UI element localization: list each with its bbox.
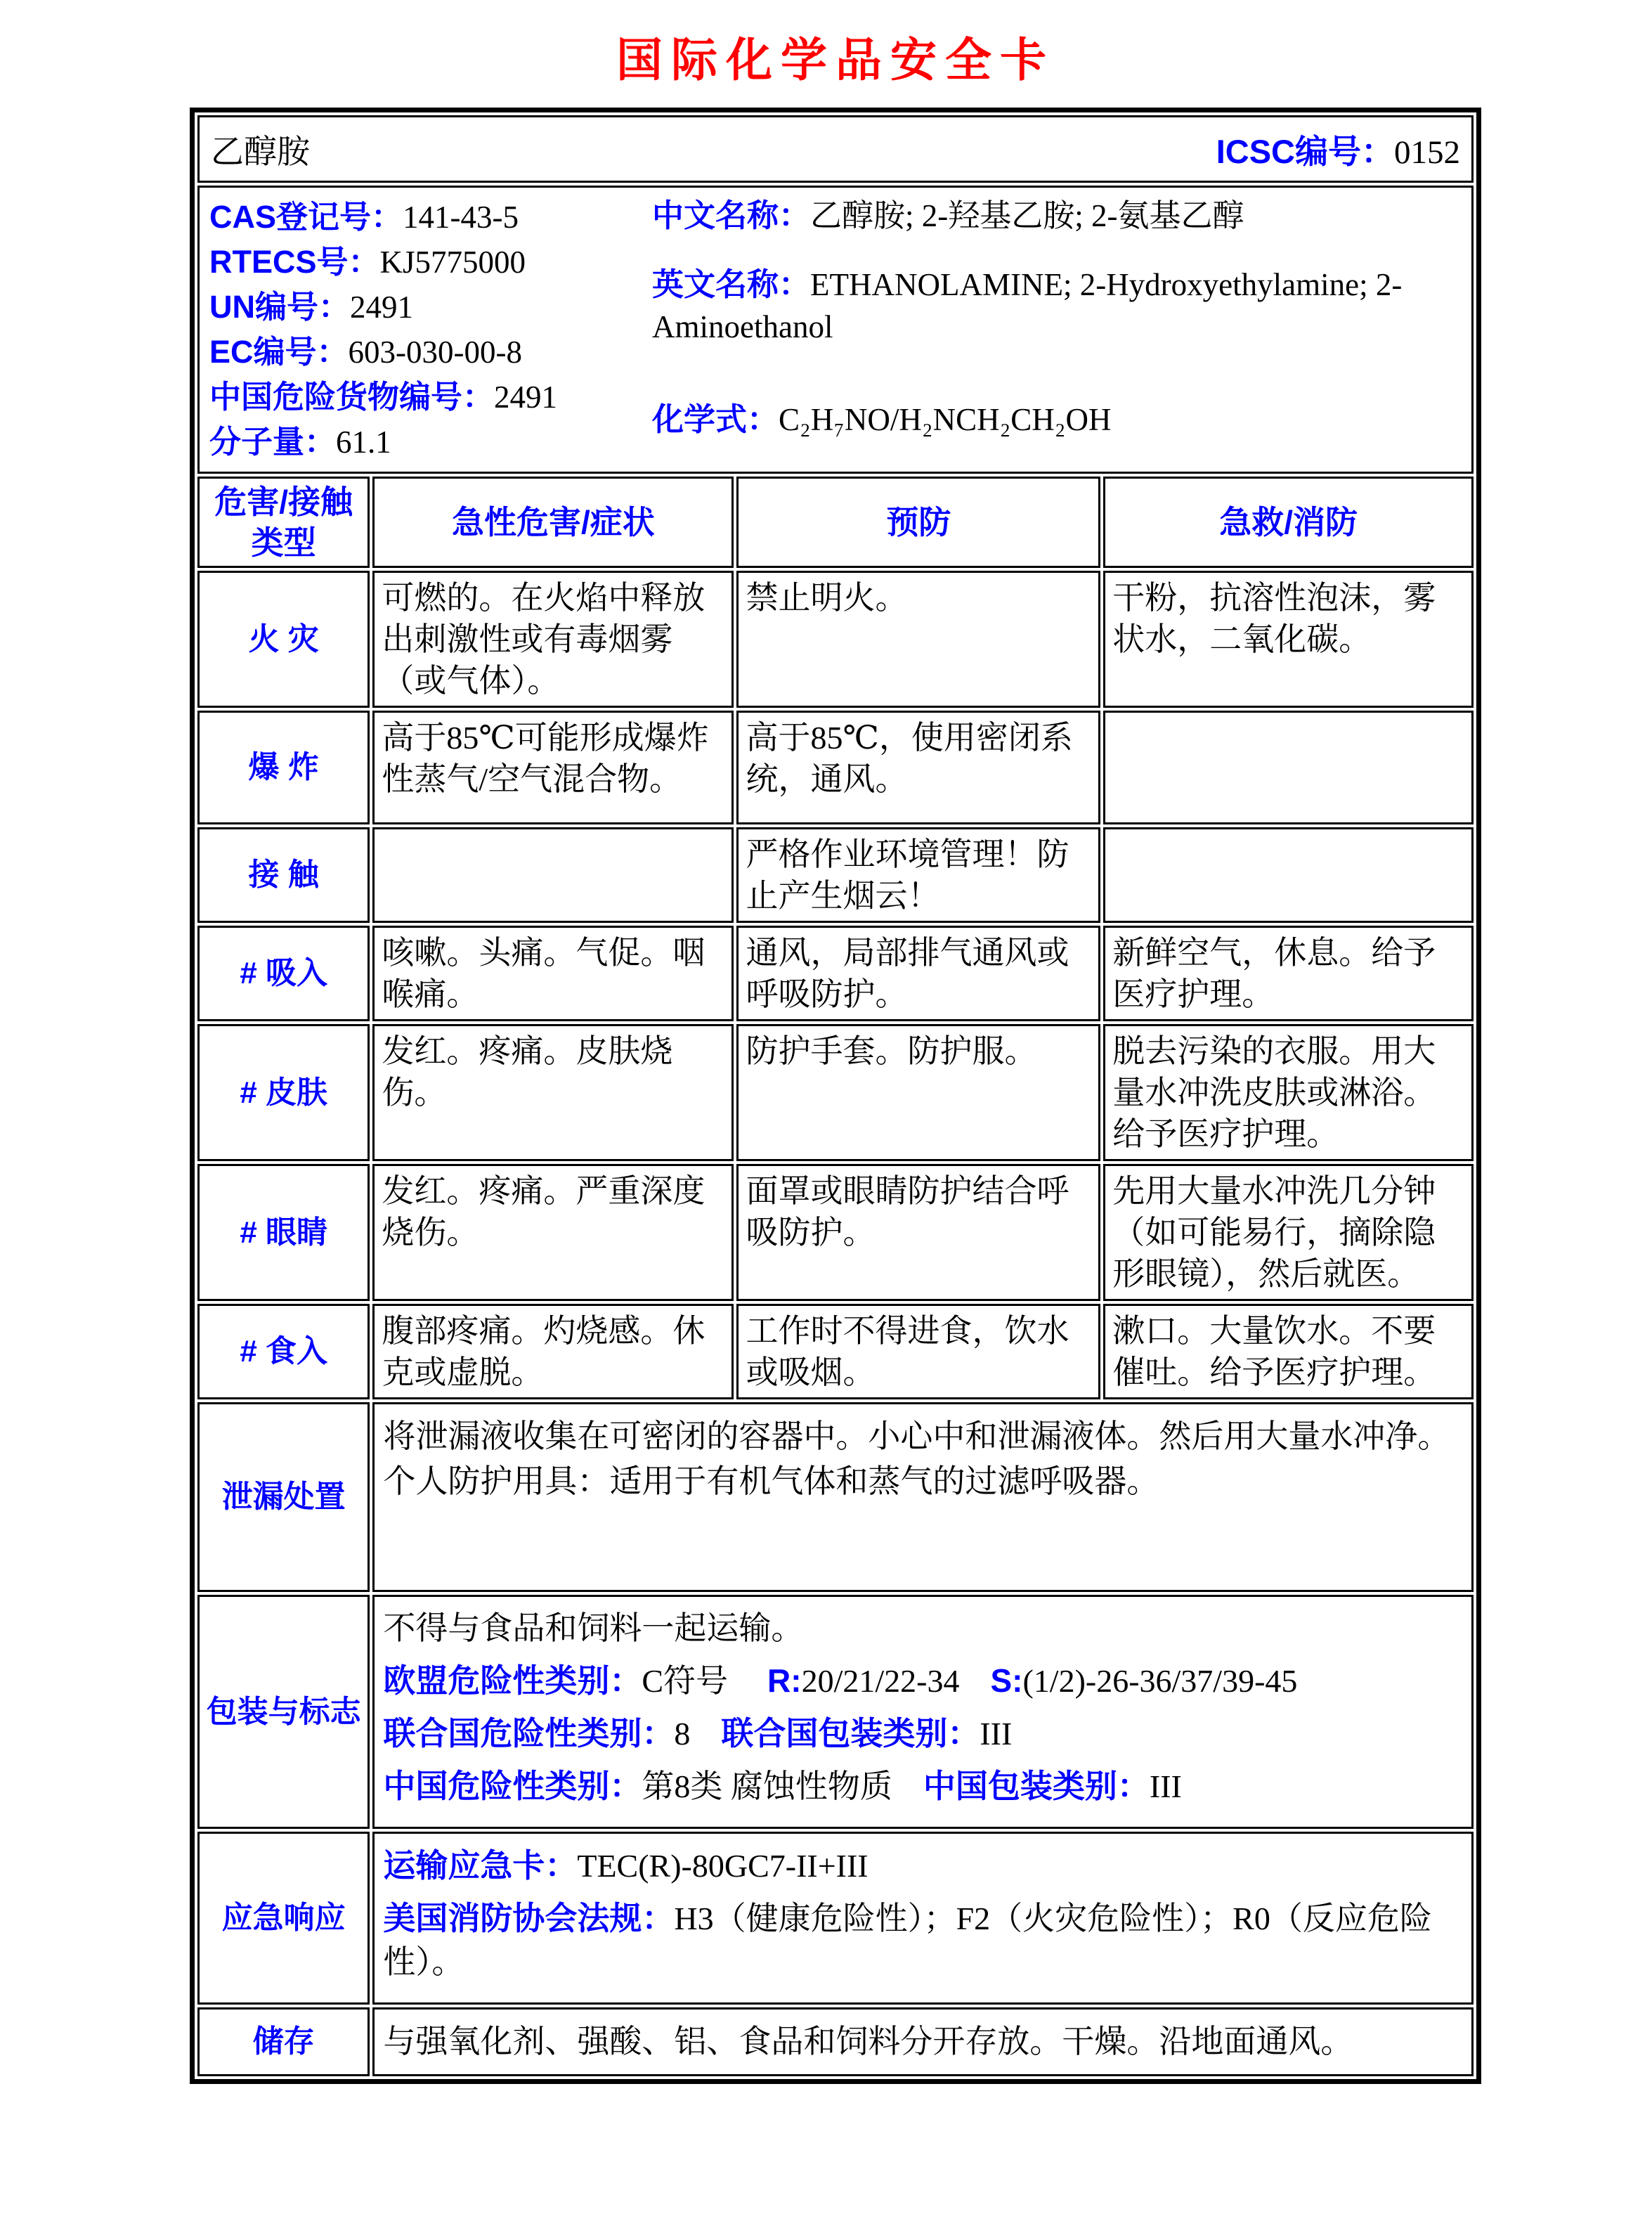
header-symptoms: 急性危害/症状	[372, 477, 734, 568]
row-ingestion	[197, 1304, 1474, 1399]
packaging-transport-note: 不得与食品和饲料一起运输。	[383, 1610, 804, 1646]
rtecs-label: RTECS号：	[209, 244, 380, 280]
row-fire	[197, 571, 1474, 708]
icsc-card-table	[195, 112, 1476, 2079]
un-class-label: 联合国危险性类别：	[383, 1715, 675, 1752]
packaging-cn-line	[383, 1764, 1463, 1808]
skin-type-label: # 皮肤	[197, 1024, 370, 1161]
cas-value: 141-43-5	[403, 200, 519, 235]
nfpa-line	[383, 1896, 1463, 1984]
row-packaging	[197, 1595, 1474, 1829]
r-phrases-value: 20/21/22-34	[801, 1663, 960, 1699]
molweight-label: 分子量：	[209, 424, 337, 460]
un-class-value: 8	[674, 1716, 691, 1752]
chinese-name-label: 中文名称：	[652, 198, 811, 233]
contact-firstaid	[1103, 827, 1474, 923]
identifier-molweight	[209, 420, 652, 465]
english-name-line	[652, 264, 1462, 348]
un-pack-value: III	[980, 1716, 1013, 1752]
un-label: UN编号：	[209, 289, 350, 325]
un-value: 2491	[350, 290, 413, 325]
eyes-symptoms: 发红。疼痛。严重深度烧伤。	[372, 1164, 734, 1301]
ingestion-prevention: 工作时不得进食，饮水或吸烟。	[736, 1304, 1100, 1399]
tec-value: TEC(R)-80GC7-II+III	[577, 1848, 869, 1884]
s-phrases-label: S:	[990, 1662, 1023, 1699]
explosion-prevention: 高于85℃，使用密闭系统，通风。	[736, 711, 1100, 824]
tec-line	[383, 1844, 1463, 1888]
cn-class-label: 中国危险性类别：	[383, 1768, 642, 1804]
identifier-rtecs	[209, 240, 652, 285]
ec-value: 603-030-00-8	[348, 335, 522, 370]
card-header-cell	[197, 115, 1474, 183]
english-name-label: 英文名称：	[652, 266, 811, 302]
card-header-row	[197, 115, 1474, 183]
eu-class-label: 欧盟危险性类别：	[383, 1662, 642, 1699]
fire-symptoms: 可燃的。在火焰中释放出刺激性或有毒烟雾（或气体）。	[372, 571, 734, 708]
chinese-name-line	[652, 195, 1462, 237]
formula-line	[652, 399, 1462, 441]
cn-class-value: 第8类 腐蚀性物质	[642, 1768, 892, 1804]
tec-label: 运输应急卡：	[383, 1847, 578, 1884]
name-list	[652, 195, 1462, 465]
eyes-type-label: # 眼睛	[197, 1164, 370, 1301]
fire-type-label: 火 灾	[197, 571, 370, 708]
icsc-number-value: 0152	[1394, 134, 1460, 171]
identifier-cas	[209, 195, 652, 240]
substance-name: 乙醇胺	[211, 134, 310, 171]
row-inhalation	[197, 926, 1474, 1021]
row-contact	[197, 827, 1474, 923]
inhalation-symptoms: 咳嗽。头痛。气促。咽喉痛。	[372, 926, 734, 1021]
spill-label: 泄漏处置	[197, 1402, 370, 1592]
ingestion-firstaid: 漱口。大量饮水。不要催吐。给予医疗护理。	[1103, 1304, 1474, 1399]
identifier-list	[209, 195, 652, 465]
explosion-firstaid	[1103, 711, 1474, 824]
identifier-ec	[209, 330, 652, 375]
header-prevention: 预防	[736, 477, 1100, 568]
fire-prevention: 禁止明火。	[736, 571, 1100, 708]
icsc-number-label: ICSC编号：	[1216, 132, 1394, 170]
skin-firstaid: 脱去污染的衣服。用大量水冲洗皮肤或淋浴。给予医疗护理。	[1103, 1024, 1474, 1161]
contact-symptoms	[372, 827, 734, 923]
eu-class-value: C符号	[642, 1663, 729, 1699]
contact-prevention: 严格作业环境管理！防止产生烟云！	[736, 827, 1100, 923]
ingestion-type-label: # 食入	[197, 1304, 370, 1399]
identifier-un	[209, 285, 652, 330]
china-dg-label: 中国危险货物编号：	[209, 379, 495, 415]
packaging-eu-line	[383, 1659, 1463, 1703]
page-title: 国际化学品安全卡	[616, 34, 1055, 86]
hazard-header-row	[197, 477, 1474, 568]
row-eyes	[197, 1164, 1474, 1301]
inhalation-prevention: 通风，局部排气通风或呼吸防护。	[736, 926, 1100, 1021]
chinese-name-value: 乙醇胺; 2-羟基乙胺; 2-氨基乙醇	[810, 198, 1244, 233]
card-frame	[190, 108, 1481, 2084]
header-firstaid: 急救/消防	[1103, 477, 1474, 568]
contact-type-label: 接 触	[197, 827, 370, 923]
eyes-firstaid: 先用大量水冲洗几分钟（如可能易行，摘除隐形眼镜），然后就医。	[1103, 1164, 1474, 1301]
spill-text: 将泄漏液收集在可密闭的容器中。小心中和泄漏液体。然后用大量水冲净。个人防护用具：适用于有机气体和蒸气的过滤呼吸器。	[372, 1402, 1474, 1592]
row-explosion	[197, 711, 1474, 824]
cas-label: CAS登记号：	[209, 199, 403, 235]
emergency-content	[372, 1832, 1474, 2005]
identifier-china-dg	[209, 375, 652, 420]
storage-text: 与强氧化剂、强酸、铝、食品和饲料分开存放。干燥。沿地面通风。	[372, 2007, 1474, 2076]
skin-prevention: 防护手套。防护服。	[736, 1024, 1100, 1161]
nfpa-value: H3（健康危险性）；F2（火灾危险性）；R0（反应危险性）。	[383, 1901, 1432, 1980]
row-storage	[197, 2007, 1474, 2076]
skin-symptoms: 发红。疼痛。皮肤烧伤。	[372, 1024, 734, 1161]
row-emergency	[197, 1832, 1474, 2005]
header-hazard-type: 危害/接触类型	[197, 477, 370, 568]
r-phrases-label: R:	[767, 1662, 802, 1699]
ec-label: EC编号：	[209, 334, 349, 370]
fire-firstaid: 干粉，抗溶性泡沫，雾状水，二氧化碳。	[1103, 571, 1474, 708]
explosion-symptoms: 高于85℃可能形成爆炸性蒸气/空气混合物。	[372, 711, 734, 824]
formula-label: 化学式：	[652, 401, 779, 437]
english-name-value: ETHANOLAMINE; 2-Hydroxyethylamine; 2-Aminoethanol	[652, 267, 1403, 344]
storage-label: 储存	[197, 2007, 370, 2076]
explosion-type-label: 爆 炸	[197, 711, 370, 824]
cn-pack-value: III	[1149, 1768, 1182, 1804]
cn-pack-label: 中国包装类别：	[923, 1768, 1150, 1804]
identifiers-cell	[197, 186, 1474, 474]
icsc-number	[1216, 126, 1460, 173]
rtecs-value: KJ5775000	[379, 245, 526, 280]
formula-value: C₂H₇NO/H₂NCH₂CH₂OH	[779, 402, 1112, 437]
s-phrases-value: (1/2)-26-36/37/39-45	[1022, 1663, 1298, 1699]
china-dg-value: 2491	[494, 380, 558, 415]
identifiers-row	[197, 186, 1474, 474]
row-spill	[197, 1402, 1474, 1592]
packaging-content	[372, 1595, 1474, 1829]
icsc-document	[190, 0, 1481, 2084]
emergency-label: 应急响应	[197, 1832, 370, 2005]
row-skin	[197, 1024, 1474, 1161]
inhalation-firstaid: 新鲜空气，休息。给予医疗护理。	[1103, 926, 1474, 1021]
ingestion-symptoms: 腹部疼痛。灼烧感。休克或虚脱。	[372, 1304, 734, 1399]
un-pack-label: 联合国包装类别：	[721, 1715, 980, 1752]
nfpa-label: 美国消防协会法规：	[383, 1900, 675, 1936]
molweight-value: 61.1	[336, 425, 391, 460]
eyes-prevention: 面罩或眼睛防护结合呼吸防护。	[736, 1164, 1100, 1301]
packaging-label: 包装与标志	[197, 1595, 370, 1829]
packaging-un-line	[383, 1711, 1463, 1756]
inhalation-type-label: # 吸入	[197, 926, 370, 1021]
